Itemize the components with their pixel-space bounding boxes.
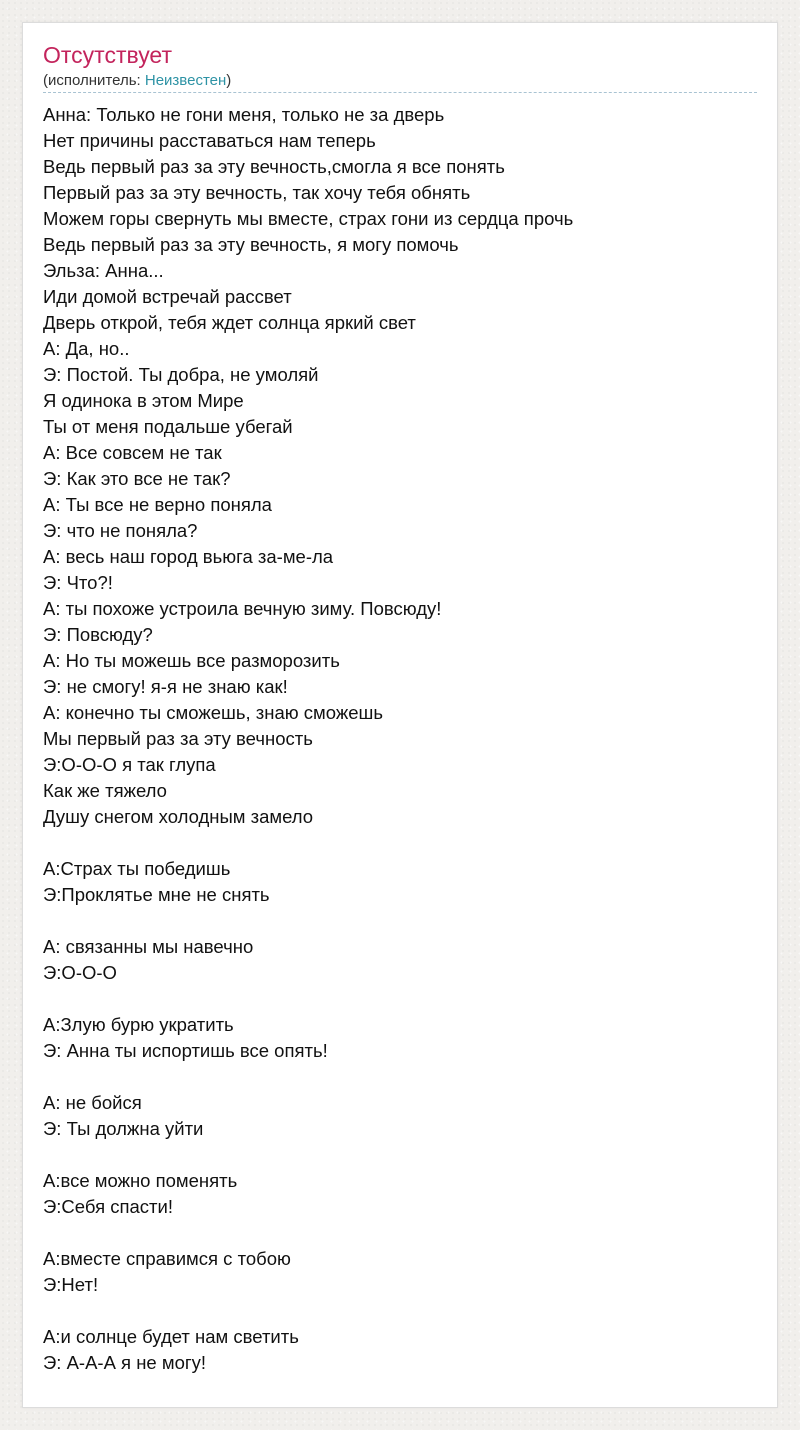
lyric-line: Э: не смогу! я-я не знаю как! (43, 676, 288, 697)
lyric-line: Э: Анна ты испортишь все опять! (43, 1040, 328, 1061)
lyric-line: Анна: Только не гони меня, только не за дверь (43, 104, 445, 125)
lyric-line: Э: Как это все не так? (43, 468, 231, 489)
lyric-line: Э: Что?! (43, 572, 113, 593)
lyric-line: Как же тяжело (43, 780, 167, 801)
lyric-line: А:и солнце будет нам светить (43, 1326, 299, 1347)
lyric-line: Э: что не поняла? (43, 520, 198, 541)
artist-link[interactable]: Неизвестен (144, 72, 227, 89)
lyric-line: Э: Ты должна уйти (43, 1118, 204, 1139)
lyric-line: А: Но ты можешь все разморозить (43, 650, 340, 671)
lyric-blank-line (43, 1220, 757, 1246)
lyric-line: Можем горы свернуть мы вместе, страх гони из сердца прочь (43, 208, 574, 229)
lyric-line: А: ты похоже устроила вечную зиму. Повсюду! (43, 598, 442, 619)
lyric-line: Э:Нет! (43, 1274, 99, 1295)
lyric-line: Первый раз за эту вечность, так хочу тебя обнять (43, 182, 471, 203)
lyric-line: Ведь первый раз за эту вечность,смогла я все понять (43, 156, 505, 177)
lyric-line: Э:О-О-О (43, 962, 117, 983)
lyric-line: Иди домой встречай рассвет (43, 286, 292, 307)
lyric-line: А: весь наш город вьюга за-ме-ла (43, 546, 334, 567)
lyric-line: Дверь открой, тебя ждет солнца яркий свет (43, 312, 416, 333)
lyric-line: Ведь первый раз за эту вечность, я могу помочь (43, 234, 459, 255)
lyric-line: А:Страх ты победишь (43, 858, 231, 879)
lyrics-card (22, 22, 778, 1408)
artist-prefix: (исполнитель: (43, 72, 145, 89)
lyrics-text (43, 102, 757, 1376)
lyric-line: Э:Себя спасти! (43, 1196, 173, 1217)
lyric-line: Э:О-О-О я так глупа (43, 754, 216, 775)
lyric-line: А: конечно ты сможешь, знаю сможешь (43, 702, 383, 723)
lyric-blank-line (43, 986, 757, 1012)
lyric-blank-line (43, 1142, 757, 1168)
lyric-line: А: Все совсем не так (43, 442, 222, 463)
lyric-line: А: связанны мы навечно (43, 936, 254, 957)
lyric-line: Э:Проклятье мне не снять (43, 884, 270, 905)
lyric-line: Я одинока в этом Мире (43, 390, 244, 411)
lyric-line: Эльза: Анна... (43, 260, 164, 281)
lyric-line: Душу снегом холодным замело (43, 806, 314, 827)
lyric-blank-line (43, 830, 757, 856)
song-title: Отсутствует (43, 42, 172, 68)
lyric-line: А: не бойся (43, 1092, 142, 1113)
lyric-line: А:все можно поменять (43, 1170, 238, 1191)
lyric-line: А:вместе справимся с тобою (43, 1248, 291, 1269)
lyric-blank-line (43, 908, 757, 934)
lyric-line: Э: Повсюду? (43, 624, 153, 645)
lyric-line: Э: А-А-А я не могу! (43, 1352, 207, 1373)
artist-suffix: ) (226, 72, 232, 89)
lyric-line: А: Да, но.. (43, 338, 130, 359)
lyric-blank-line (43, 1298, 757, 1324)
lyric-line: Мы первый раз за эту вечность (43, 728, 313, 749)
lyric-line: А:Злую бурю укратить (43, 1014, 234, 1035)
lyric-blank-line (43, 1064, 757, 1090)
lyric-line: Ты от меня подальше убегай (43, 416, 293, 437)
lyric-line: Нет причины расставаться нам теперь (43, 130, 376, 151)
lyric-line: А: Ты все не верно поняла (43, 494, 272, 515)
lyric-line: Э: Постой. Ты добра, не умоляй (43, 364, 319, 385)
artist-line (43, 71, 757, 93)
